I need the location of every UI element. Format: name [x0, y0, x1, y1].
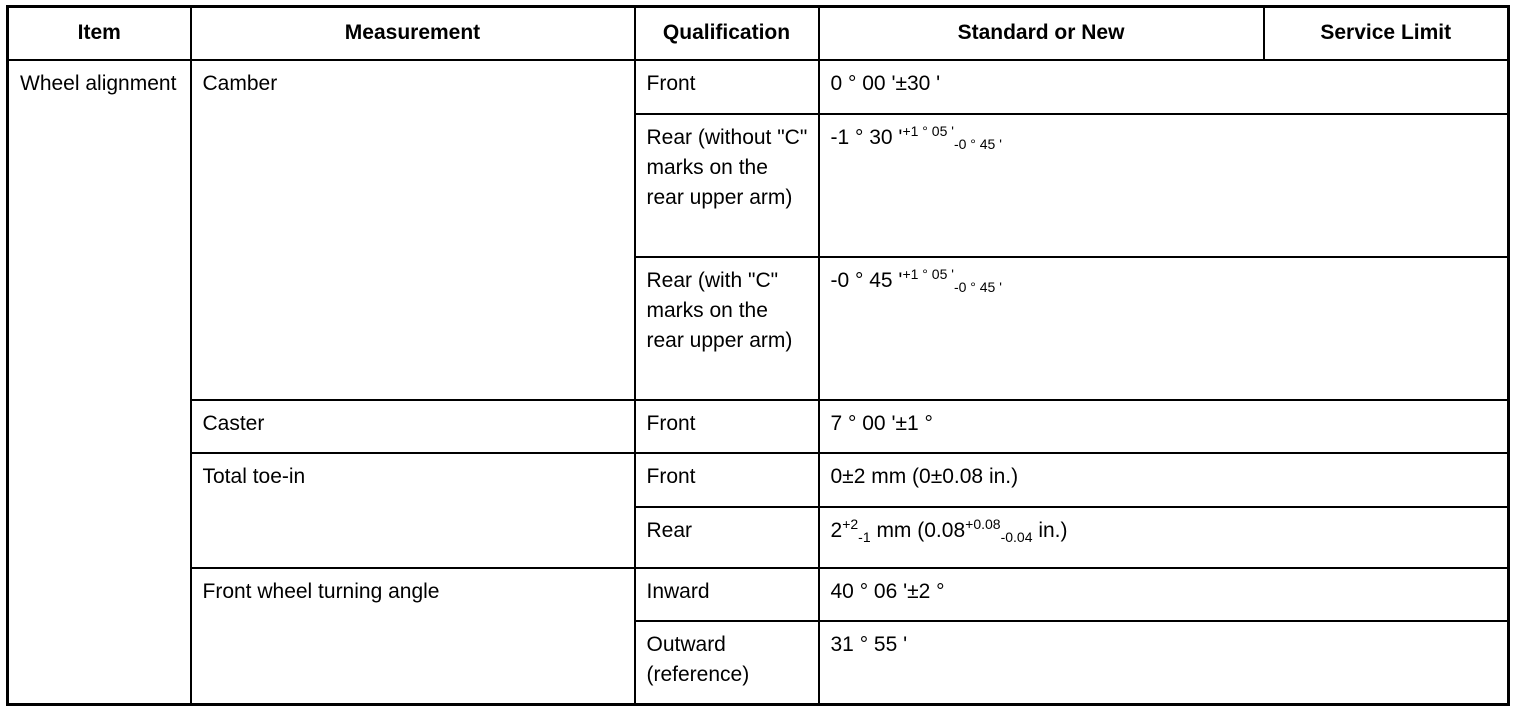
qualification-camber-rear-with-c: Rear (with "C" marks on the rear upper arm) — [635, 257, 819, 400]
header-item: Item — [8, 7, 191, 60]
header-service-limit: Service Limit — [1264, 7, 1509, 60]
value-turning-outward: 31 ° 55 ' — [819, 621, 1509, 705]
value-lower-tolerance: -0 ° 45 ' — [953, 135, 1002, 152]
value-unit: in.) — [1032, 518, 1068, 542]
value-lower-tolerance: -0 ° 45 ' — [953, 278, 1002, 295]
table-row — [8, 60, 1509, 114]
measurement-camber: Camber — [191, 60, 635, 400]
value-base: -0 ° 45 ' — [830, 268, 903, 292]
table-row — [8, 453, 1509, 507]
value-lower-tolerance: -1 — [858, 528, 871, 545]
value-camber-rear-with-c — [819, 257, 1509, 400]
value-upper-tolerance: +0.08 — [965, 515, 1001, 532]
qualification-camber-front: Front — [635, 60, 819, 114]
header-standard-or-new: Standard or New — [819, 7, 1264, 60]
qualification-caster-front: Front — [635, 400, 819, 453]
table-row — [8, 400, 1509, 453]
header-measurement: Measurement — [191, 7, 635, 60]
value-unit: mm (0.08 — [870, 518, 966, 542]
measurement-caster: Caster — [191, 400, 635, 453]
header-qualification: Qualification — [635, 7, 819, 60]
qualification-camber-rear-without-c: Rear (without "C" marks on the rear upper arm) — [635, 114, 819, 257]
header-row — [8, 7, 1509, 60]
item-cell: Wheel alignment — [8, 60, 191, 705]
value-upper-tolerance: +2 — [842, 515, 859, 532]
qualification-turning-inward: Inward — [635, 568, 819, 621]
value-upper-tolerance: +1 ° 05 ' — [902, 122, 954, 139]
measurement-turning-angle: Front wheel turning angle — [191, 568, 635, 705]
qualification-toe-in-front: Front — [635, 453, 819, 507]
value-lower-tolerance: -0.04 — [1000, 528, 1033, 545]
table-row — [8, 568, 1509, 621]
value-upper-tolerance: +1 ° 05 ' — [902, 265, 954, 282]
value-camber-rear-without-c — [819, 114, 1509, 257]
qualification-turning-outward: Outward (reference) — [635, 621, 819, 705]
value-base: -1 ° 30 ' — [830, 125, 903, 149]
specification-table — [6, 5, 1510, 706]
value-turning-inward: 40 ° 06 '±2 ° — [819, 568, 1509, 621]
value-toe-in-rear — [819, 507, 1509, 568]
value-toe-in-front: 0±2 mm (0±0.08 in.) — [819, 453, 1509, 507]
value-camber-front: 0 ° 00 '±30 ' — [819, 60, 1509, 114]
qualification-toe-in-rear: Rear — [635, 507, 819, 568]
value-caster-front: 7 ° 00 '±1 ° — [819, 400, 1509, 453]
value-base: 2 — [830, 518, 843, 542]
measurement-toe-in: Total toe-in — [191, 453, 635, 568]
